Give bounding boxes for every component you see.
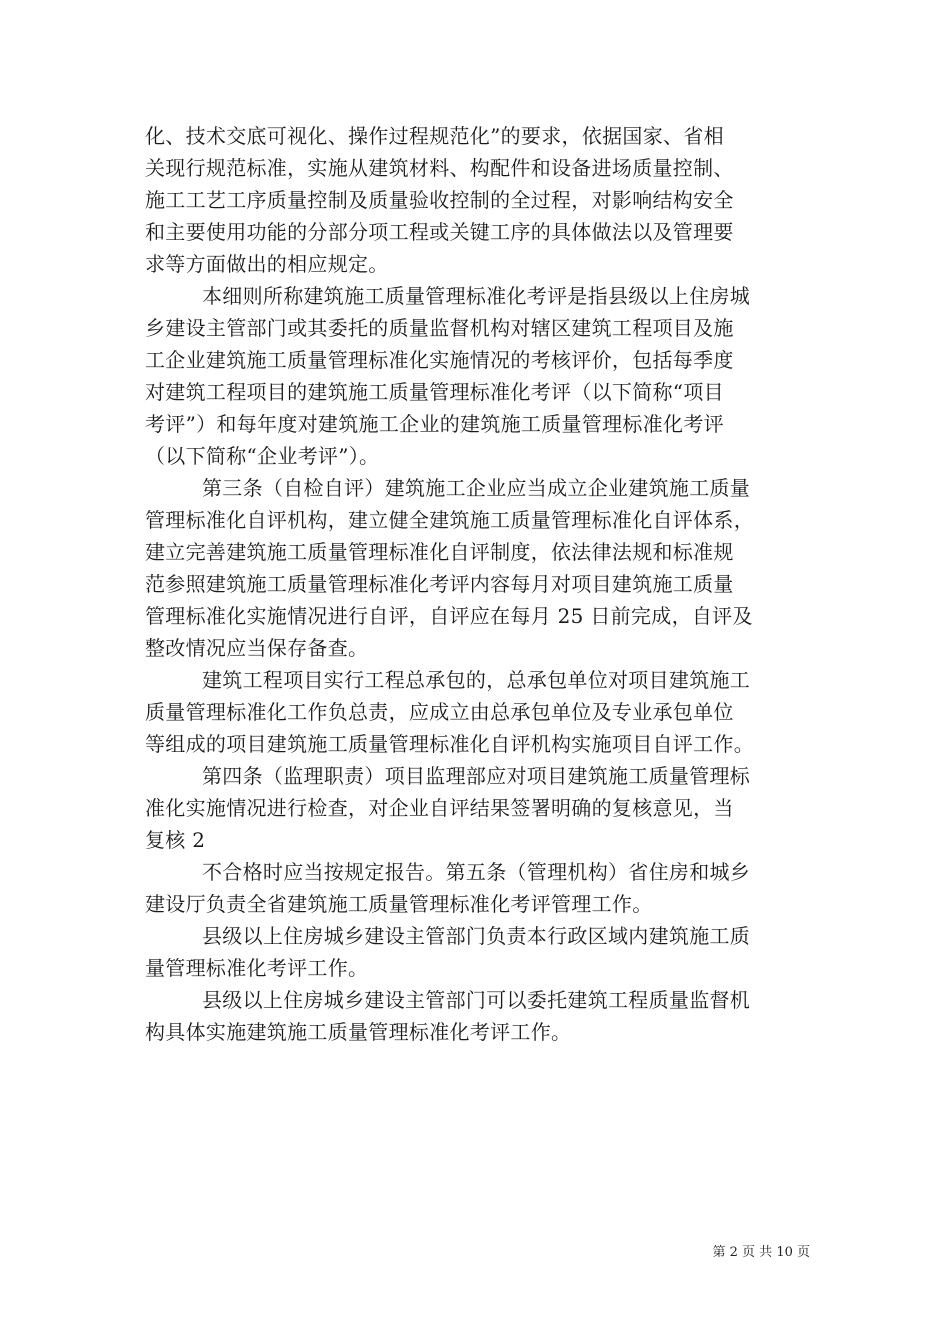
text-line: 范参照建筑施工质量管理标准化考评内容每月对项目建筑施工质量 <box>145 572 734 596</box>
text-line: （以下简称“企业考评”）。 <box>145 444 380 468</box>
text-line: 复核 2 <box>145 828 206 852</box>
text-line: 县级以上住房城乡建设主管部门负责本行政区域内建筑施工质 <box>202 924 751 948</box>
paragraph <box>145 120 815 280</box>
text-line: 关现行规范标准，实施从建筑材料、构配件和设备进场质量控制、 <box>145 156 734 180</box>
text-line: 对建筑工程项目的建筑施工质量管理标准化考评（以下简称“项目 <box>145 380 724 404</box>
text-line: 建立完善建筑施工质量管理标准化自评制度，依法律法规和标准规 <box>145 540 734 564</box>
text-line: 第四条（监理职责）项目监理部应对项目建筑施工质量管理标 <box>202 764 751 788</box>
text-line: 本细则所称建筑施工质量管理标准化考评是指县级以上住房城 <box>202 284 751 308</box>
text-line: 第三条（自检自评）建筑施工企业应当成立企业建筑施工质量 <box>202 476 751 500</box>
paragraph <box>145 856 815 920</box>
paragraph <box>145 664 815 760</box>
text-line: 和主要使用功能的分部分项工程或关键工序的具体做法以及管理要 <box>145 220 734 244</box>
text-line: 建设厅负责全省建筑施工质量管理标准化考评管理工作。 <box>145 892 653 916</box>
paragraph <box>145 472 815 664</box>
paragraph <box>145 824 815 856</box>
text-line: 乡建设主管部门或其委托的质量监督机构对辖区建筑工程项目及施 <box>145 316 734 340</box>
text-line: 施工工艺工序质量控制及质量验收控制的全过程，对影响结构安全 <box>145 188 734 212</box>
text-line: 工企业建筑施工质量管理标准化实施情况的考核评价，包括每季度 <box>145 348 734 372</box>
text-line: 不合格时应当按规定报告。第五条（管理机构）省住房和城乡 <box>202 860 751 884</box>
text-line: 整改情况应当保存备查。 <box>145 636 369 660</box>
text-line: 等组成的项目建筑施工质量管理标准化自评机构实施项目自评工作。 <box>145 732 754 756</box>
text-line: 考评”）和每年度对建筑施工企业的建筑施工质量管理标准化考评 <box>145 412 724 436</box>
text-line: 化、技术交底可视化、操作过程规范化”的要求，依据国家、省相 <box>145 124 724 148</box>
text-line: 管理标准化实施情况进行自评，自评应在每月 25 日前完成，自评及 <box>145 604 753 628</box>
document-body <box>145 120 815 1048</box>
text-line: 质量管理标准化工作负总责，应成立由总承包单位及专业承包单位 <box>145 700 734 724</box>
paragraph <box>145 760 815 824</box>
text-line: 县级以上住房城乡建设主管部门可以委托建筑工程质量监督机 <box>202 988 751 1012</box>
paragraph <box>145 280 815 472</box>
text-line: 准化实施情况进行检查，对企业自评结果签署明确的复核意见，当 <box>145 796 734 820</box>
paragraph <box>145 920 815 984</box>
text-line: 求等方面做出的相应规定。 <box>145 252 389 276</box>
text-line: 量管理标准化考评工作。 <box>145 956 369 980</box>
page-number: 第 2 页 共 10 页 <box>712 1245 810 1260</box>
text-line: 建筑工程项目实行工程总承包的，总承包单位对项目建筑施工 <box>202 668 751 692</box>
text-line: 构具体实施建筑施工质量管理标准化考评工作。 <box>145 1020 572 1044</box>
text-line: 管理标准化自评机构，建立健全建筑施工质量管理标准化自评体系， <box>145 508 754 532</box>
paragraph <box>145 984 815 1048</box>
